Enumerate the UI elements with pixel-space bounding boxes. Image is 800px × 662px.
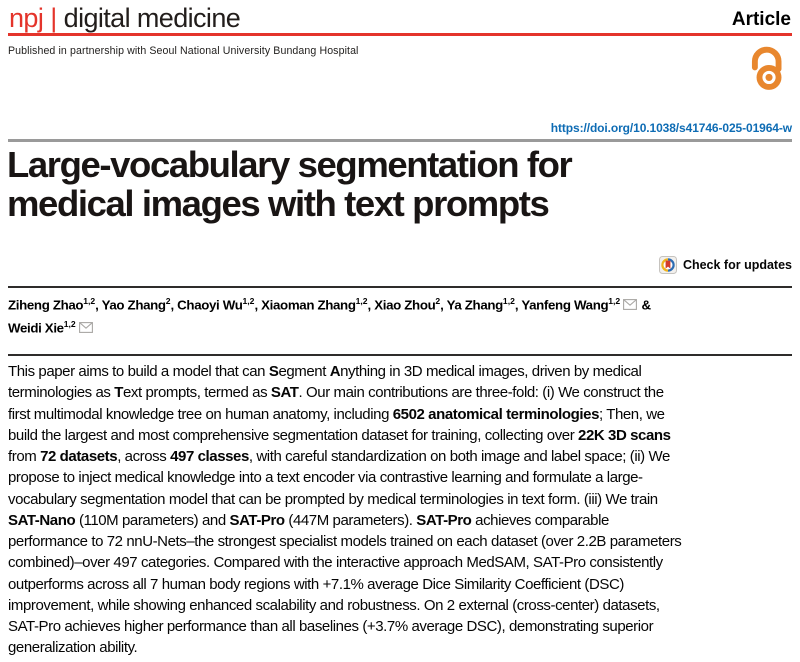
author-affiliation-superscript: 2	[435, 296, 441, 306]
author-name: Ya Zhang	[446, 297, 503, 313]
author-name: Ziheng Zhao	[8, 297, 84, 313]
author-name: Weidi Xie	[8, 320, 64, 336]
doi-link[interactable]: https://doi.org/10.1038/s41746-025-01964-w	[550, 121, 792, 135]
journal-name: digital medicine	[63, 3, 241, 33]
author-name: Xiao Zhou	[374, 297, 436, 313]
check-for-updates-button[interactable]	[659, 256, 792, 274]
author-affiliation-superscript: 1,2	[83, 296, 96, 306]
corresponding-author-envelope-icon[interactable]	[79, 322, 93, 333]
open-access-lock-svg	[747, 46, 790, 90]
author-affiliation-superscript: 1,2	[355, 296, 368, 306]
author-name: Chaoyi Wu	[177, 297, 243, 313]
author-affiliation-superscript: 1,2	[608, 296, 621, 306]
article-type-label: Article	[731, 9, 791, 30]
masthead-red-rule	[8, 33, 792, 36]
author-affiliation-superscript: 1,2	[63, 318, 76, 329]
journal-logo	[9, 3, 240, 34]
masthead	[9, 3, 791, 34]
crossmark-icon	[659, 256, 677, 274]
author-affiliation-superscript: 1,2	[502, 296, 515, 306]
journal-logo-separator: |	[50, 3, 57, 33]
author-affiliation-superscript: 1,2	[242, 296, 255, 306]
doi-divider-rule	[8, 139, 792, 142]
page-title	[7, 146, 792, 223]
abstract-text: This paper aims to build a model that can Segment Anything in 3D medical images, driven by medical terminologies as Text prompts, termed as SAT. Our main contributions are three-fold: (i) We construct the first multimodal knowledge tree on human anatomy, including 6502 anatomical terminologies; Then, we build the largest and most comprehensive segmentation dataset for training, collecting over 22K 3D scans from 72 datasets, across 497 classes, with careful standardization on both image and label space; (ii) We propose to inject medical knowledge into a text encoder via contrastive learning and formulate a large-vocabulary segmentation model that can be prompted by medical terminologies in text form. (iii) We train SAT-Nano (110M parameters) and SAT-Pro (447M parameters). SAT-Pro achieves comparable performance to 72 nnU-Nets–the strongest specialist models trained on each dataset (over 2.2B parameters combined)–over 497 categories. Compared with the interactive approach MedSAM, SAT-Pro consistently outperforms across all 7 human body regions with +7.1% average Dice Similarity Coefficient (DSC) improvement, while showing enhanced scalability and robustness. On 2 external (cross-center) datasets, SAT-Pro achieves higher performance than all baselines (+3.7% average DSC), demonstrating superior generalization ability.	[8, 363, 682, 657]
check-for-updates-label: Check for updates	[682, 258, 792, 272]
author-list: Ziheng Zhao$^{1,2}$, Yao Zhang$^2$, Chaoyi Wu$^{1,2}$, Xiaoman Zhang$^{1,2}$, Xiao Zhou$^2$, Ya Zhang$^{1,2}$, Yanfeng Wang$^{1,2}$ & Weidi Xie$^{1,2}$	[8, 296, 651, 336]
author-name: Yanfeng Wang	[521, 297, 609, 313]
open-access-lock-icon[interactable]	[747, 46, 790, 90]
authors-top-rule	[8, 286, 792, 288]
author-name: Xiaoman Zhang	[261, 297, 356, 313]
author-affiliation-superscript: 2	[165, 296, 171, 306]
corresponding-author-envelope-icon[interactable]	[623, 299, 637, 310]
journal-brand: npj	[9, 3, 44, 33]
title-line-2: medical images with text prompts	[7, 182, 549, 224]
title-line-1: Large-vocabulary segmentation for	[7, 144, 572, 185]
abstract-top-rule	[8, 354, 792, 356]
partnership-note: Published in partnership with Seoul National University Bundang Hospital	[8, 45, 359, 57]
author-name: Yao Zhang	[101, 297, 166, 313]
